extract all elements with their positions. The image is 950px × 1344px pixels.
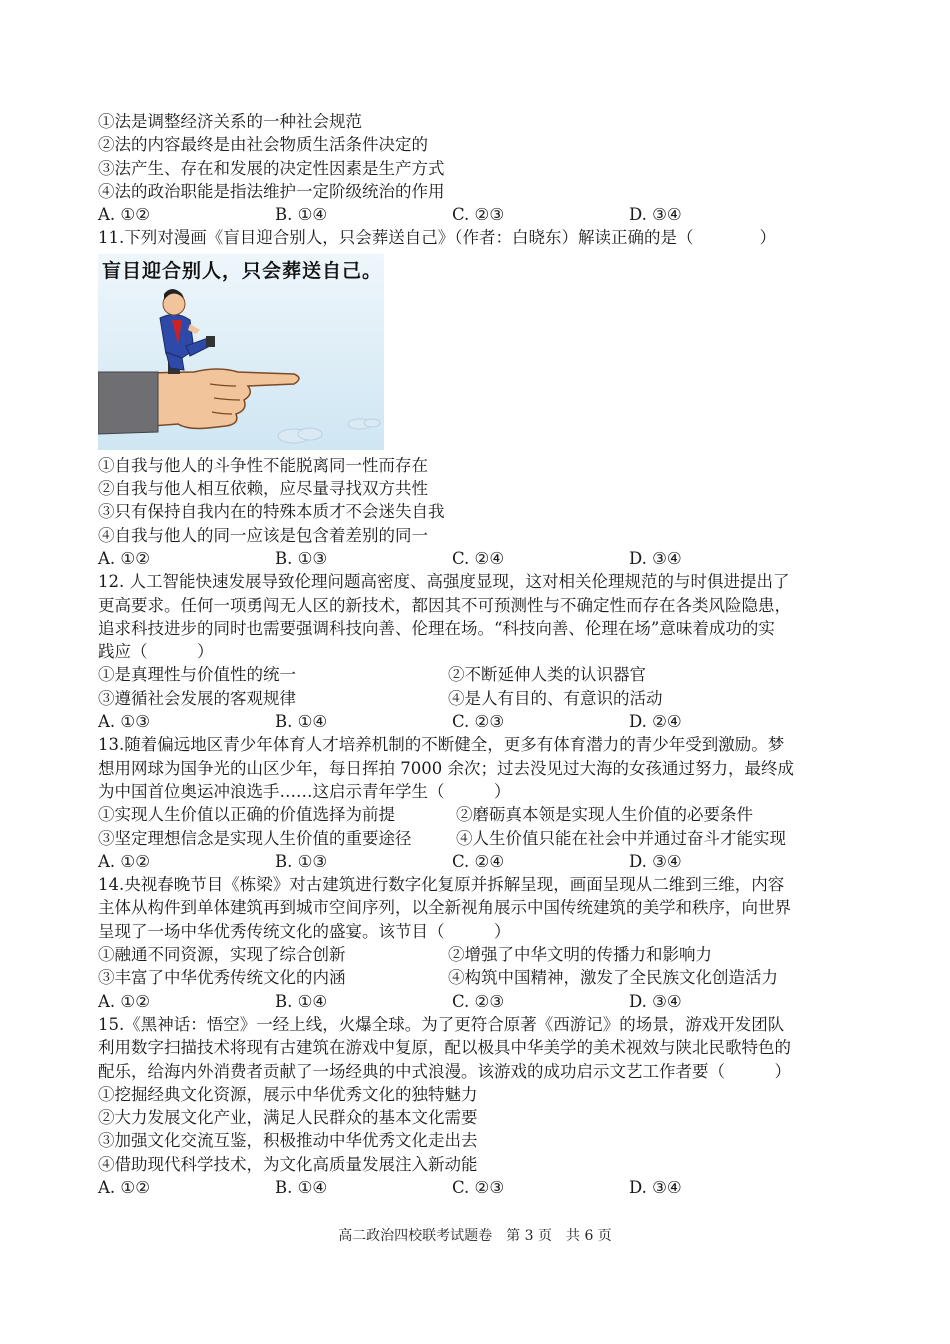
- q10-option-2: ②法的内容最终是由社会物质生活条件决定的: [98, 135, 428, 155]
- q12-option-3: ③遵循社会发展的客观规律: [98, 688, 296, 708]
- q13-option-3: ③坚定理想信念是实现人生价值的重要途径: [98, 828, 412, 848]
- q12-answers: [98, 710, 858, 733]
- q13-stem-line: 13.随着偏远地区青少年体育人才培养机制的不断健全，更多有体育潜力的青少年受到激励。梦: [98, 735, 785, 755]
- q14-answer-a: A. ①②: [98, 991, 150, 1011]
- q14-answer-b: B. ①④: [275, 991, 328, 1011]
- q15-answer-c: C. ②③: [452, 1177, 505, 1197]
- question-15: [98, 1013, 858, 1199]
- question-13: [98, 733, 858, 873]
- q14-answers: [98, 990, 858, 1013]
- q15-option-4: ④借助现代科学技术，为文化高质量发展注入新动能: [98, 1154, 478, 1174]
- q12-option-4: ④是人有目的、有意识的活动: [448, 688, 663, 708]
- q12-option-2: ②不断延伸人类的认识器官: [448, 665, 646, 685]
- q15-answers: [98, 1176, 858, 1199]
- q13-answers: [98, 850, 858, 873]
- q10-answer-b: B. ①④: [275, 205, 328, 225]
- question-12: [98, 570, 858, 733]
- q14-stem-line: 14.央视春晚节目《栋梁》对古建筑进行数字化复原并拆解呈现，画面呈现从二维到三维，内容: [98, 875, 785, 895]
- q11-option-1: ①自我与他人的斗争性不能脱离同一性而存在: [98, 455, 428, 475]
- q11-option-3: ③只有保持自我内在的特殊本质才不会迷失自我: [98, 502, 445, 522]
- q10-option-1: ①法是调整经济关系的一种社会规范: [98, 112, 362, 131]
- q14-stem-line: 主体从构件到单体建筑再到城市空间序列，以全新视角展示中国传统建筑的美学和秩序，向世界: [98, 898, 791, 918]
- q12-answer-b: B. ①④: [275, 712, 328, 732]
- q15-answer-d: D. ③④: [629, 1177, 682, 1197]
- q14-answer-c: C. ②③: [452, 991, 505, 1011]
- cartoon-illustration: [98, 254, 384, 450]
- q13-option-2: ②磨砺真本领是实现人生价值的必要条件: [456, 805, 753, 825]
- q14-option-3: ③丰富了中华优秀传统文化的内涵: [98, 968, 346, 988]
- q11-stem: 11.下列对漫画《盲目迎合别人，只会葬送自己》（作者：白晓东）解读正确的是（ ）: [98, 228, 776, 248]
- q14-stem-line: 呈现了一场中华优秀传统文化的盛宴。该节目（ ）: [98, 921, 511, 941]
- q11-answer-a: A. ①②: [98, 548, 150, 568]
- q13-answer-c: C. ②④: [452, 851, 505, 871]
- q15-answer-b: B. ①④: [275, 1177, 328, 1197]
- page-footer: 高二政治四校联考试题卷 第 3 页 共 6 页: [338, 1228, 612, 1244]
- q10-option-3: ③法产生、存在和发展的决定性因素是生产方式: [98, 158, 445, 178]
- q13-answer-d: D. ③④: [629, 851, 682, 871]
- q11-answers: [98, 547, 858, 570]
- q11-option-4: ④自我与他人的同一应该是包含着差别的同一: [98, 525, 428, 545]
- q14-option-1: ①融通不同资源，实现了综合创新: [98, 945, 346, 965]
- q13-option-1: ①实现人生价值以正确的价值选择为前提: [98, 805, 395, 825]
- q10-answer-a: A. ①②: [98, 205, 150, 225]
- q12-options-row-2: [98, 687, 858, 710]
- q11-option-2: ②自我与他人相互依赖，应尽量寻找双方共性: [98, 479, 428, 499]
- q12-answer-a: A. ①③: [98, 712, 150, 732]
- q13-answer-b: B. ①③: [275, 851, 328, 871]
- question-10: [98, 110, 858, 226]
- q15-answer-a: A. ①②: [98, 1177, 150, 1197]
- q12-stem-line: 更高要求。任何一项勇闯无人区的新技术，都因其不可预测性与不确定性而存在各类风险隐患，: [98, 595, 791, 615]
- q15-stem-line: 15.《黑神话：悟空》一经上线，火爆全球。为了更符合原著《西游记》的场景，游戏开发团队: [98, 1014, 785, 1034]
- q10-answer-c: C. ②③: [452, 205, 505, 225]
- q12-stem-line: 践应（ ）: [98, 642, 214, 662]
- question-11: [98, 226, 858, 570]
- q13-options-row-1: [98, 803, 858, 826]
- q10-option-4: ④法的政治职能是指法维护一定阶级统治的作用: [98, 181, 445, 201]
- q14-answer-d: D. ③④: [629, 991, 682, 1011]
- q12-stem-line: 12. 人工智能快速发展导致伦理问题高密度、高强度显现，这对相关伦理规范的与时俱进提出了: [98, 572, 790, 592]
- q13-options-row-2: [98, 827, 858, 850]
- q15-stem-line: 配乐，给海内外消费者贡献了一场经典的中式浪漫。该游戏的成功启示文艺工作者要（ ）: [98, 1061, 791, 1081]
- question-14: [98, 873, 858, 1013]
- q12-answer-d: D. ②④: [629, 712, 682, 732]
- q11-answer-d: D. ③④: [629, 548, 682, 568]
- q14-options-row-2: [98, 966, 858, 989]
- q11-cartoon: [98, 254, 384, 450]
- q10-answers: [98, 203, 858, 226]
- q15-option-2: ②大力发展文化产业，满足人民群众的基本文化需要: [98, 1108, 478, 1128]
- q13-stem-line: 想用网球为国争光的山区少年，每日挥拍 7000 余次；过去没见过大海的女孩通过努力，最终成: [98, 758, 794, 778]
- q14-option-2: ②增强了中华文明的传播力和影响力: [448, 945, 712, 965]
- q13-answer-a: A. ①②: [98, 851, 150, 871]
- q15-option-1: ①挖掘经典文化资源，展示中华优秀文化的独特魅力: [98, 1084, 478, 1104]
- q15-stem-line: 利用数字扫描技术将现有古建筑在游戏中复原，配以极具中华美学的美术视效与陕北民歌特色的: [98, 1038, 791, 1058]
- q11-answer-c: C. ②④: [452, 548, 505, 568]
- cartoon-caption: 盲目迎合别人，只会葬送自己。: [102, 259, 383, 282]
- q15-option-3: ③加强文化交流互鉴，积极推动中华优秀文化走出去: [98, 1131, 478, 1151]
- q12-stem-line: 追求科技进步的同时也需要强调科技向善、伦理在场。“科技向善、伦理在场”意味着成功的实: [98, 618, 775, 638]
- q14-options-row-1: [98, 943, 858, 966]
- q14-option-4: ④构筑中国精神，激发了全民族文化创造活力: [448, 968, 778, 988]
- q13-stem-line: 为中国首位奥运冲浪选手……这启示青年学生（ ）: [98, 781, 511, 801]
- q12-answer-c: C. ②③: [452, 712, 505, 732]
- q13-option-4: ④人生价值只能在社会中并通过奋斗才能实现: [456, 828, 786, 848]
- q12-options-row-1: [98, 663, 858, 686]
- q10-answer-d: D. ③④: [629, 205, 682, 225]
- q11-answer-b: B. ①③: [275, 548, 328, 568]
- exam-page: [98, 110, 858, 1199]
- q12-option-1: ①是真理性与价值性的统一: [98, 665, 296, 685]
